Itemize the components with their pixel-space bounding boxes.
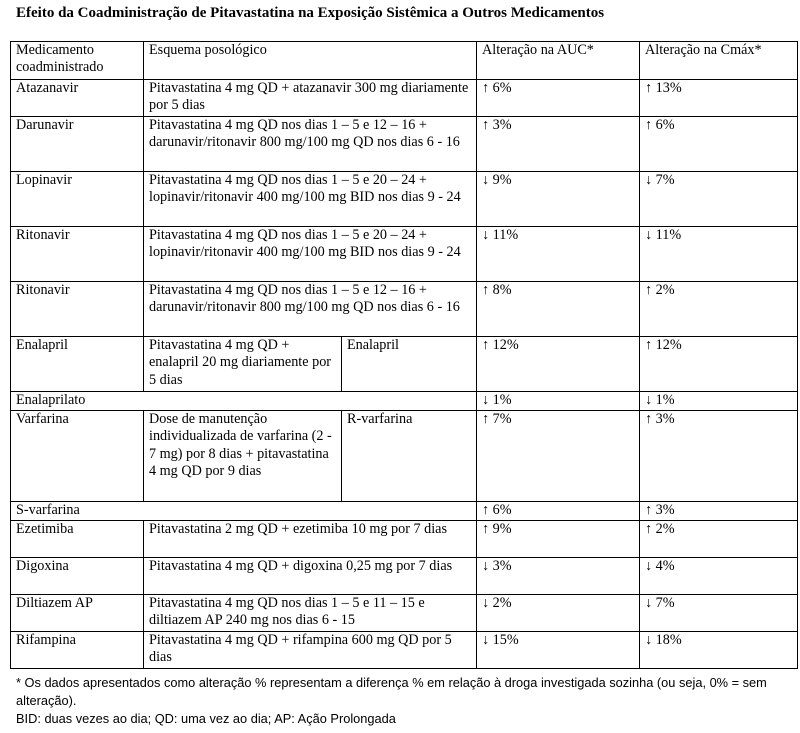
drug-cell: S-varfarina	[11, 502, 477, 521]
cmax-cell: ↓ 4%	[640, 558, 798, 595]
header-regimen: Esquema posológico	[144, 42, 477, 80]
drug-cell: Enalapril	[11, 337, 144, 392]
auc-cell: ↓ 1%	[477, 392, 640, 411]
regimen-cell: Pitavastatina 4 mg QD nos dias 1 – 5 e 20 – 24 + lopinavir/ritonavir 400 mg/100 mg BID nos dias 9 - 24	[144, 172, 477, 227]
cmax-cell: ↑ 3%	[640, 411, 798, 502]
table-header-row	[11, 42, 798, 80]
analyte-cell: Enalapril	[342, 337, 477, 392]
cmax-cell: ↑ 6%	[640, 117, 798, 172]
drug-cell: Darunavir	[11, 117, 144, 172]
cmax-cell: ↑ 13%	[640, 80, 798, 117]
regimen-cell: Pitavastatina 4 mg QD + digoxina 0,25 mg por 7 dias	[144, 558, 477, 595]
cmax-cell: ↓ 18%	[640, 632, 798, 669]
table-row	[11, 632, 798, 669]
header-auc: Alteração na AUC*	[477, 42, 640, 80]
table-row	[11, 282, 798, 337]
auc-cell: ↑ 6%	[477, 80, 640, 117]
analyte-cell: R-varfarina	[342, 411, 477, 502]
auc-cell: ↓ 9%	[477, 172, 640, 227]
auc-cell: ↑ 12%	[477, 337, 640, 392]
page-title: Efeito da Coadministração de Pitavastatina na Exposição Sistêmica a Outros Medicamentos	[16, 5, 605, 21]
drug-cell: Rifampina	[11, 632, 144, 669]
table-row	[11, 337, 798, 392]
drug-cell: Lopinavir	[11, 172, 144, 227]
table-row	[11, 392, 798, 411]
auc-cell: ↑ 3%	[477, 117, 640, 172]
drug-cell: Digoxina	[11, 558, 144, 595]
auc-cell: ↑ 9%	[477, 521, 640, 558]
cmax-cell: ↓ 1%	[640, 392, 798, 411]
auc-cell: ↓ 11%	[477, 227, 640, 282]
cmax-cell: ↓ 7%	[640, 595, 798, 632]
footnote-definition: * Os dados apresentados como alteração % representam a diferença % em relação à droga investigada sozinha (ou seja, 0% = sem alteração).	[16, 675, 767, 708]
regimen-cell: Pitavastatina 4 mg QD + rifampina 600 mg QD por 5 dias	[144, 632, 477, 669]
header-cmax: Alteração na Cmáx*	[640, 42, 798, 80]
drug-cell: Ritonavir	[11, 227, 144, 282]
drug-cell: Ezetimiba	[11, 521, 144, 558]
table-row	[11, 117, 798, 172]
auc-cell: ↑ 8%	[477, 282, 640, 337]
table-row	[11, 80, 798, 117]
auc-cell: ↓ 2%	[477, 595, 640, 632]
auc-cell: ↑ 6%	[477, 502, 640, 521]
drug-cell: Varfarina	[11, 411, 144, 502]
table-row	[11, 521, 798, 558]
regimen-cell: Pitavastatina 4 mg QD + atazanavir 300 mg diariamente por 5 dias	[144, 80, 477, 117]
cmax-cell: ↓ 11%	[640, 227, 798, 282]
drug-cell: Diltiazem AP	[11, 595, 144, 632]
footnote-abbreviations: BID: duas vezes ao dia; QD: uma vez ao dia; AP: Ação Prolongada	[16, 710, 396, 726]
table-row	[11, 558, 798, 595]
drug-cell: Enalaprilato	[11, 392, 477, 411]
drug-cell: Atazanavir	[11, 80, 144, 117]
footnotes	[16, 674, 796, 727]
interaction-table	[10, 41, 798, 669]
regimen-cell: Pitavastatina 4 mg QD nos dias 1 – 5 e 20 – 24 + lopinavir/ritonavir 400 mg/100 mg BID nos dias 9 - 24	[144, 227, 477, 282]
drug-cell: Ritonavir	[11, 282, 144, 337]
regimen-cell: Pitavastatina 4 mg QD nos dias 1 – 5 e 11 – 15 e diltiazem AP 240 mg nos dias 6 - 15	[144, 595, 477, 632]
table-row	[11, 595, 798, 632]
table-row	[11, 502, 798, 521]
auc-cell: ↑ 7%	[477, 411, 640, 502]
regimen-cell: Pitavastatina 2 mg QD + ezetimiba 10 mg por 7 dias	[144, 521, 477, 558]
auc-cell: ↓ 3%	[477, 558, 640, 595]
table-row	[11, 172, 798, 227]
table-row	[11, 411, 798, 502]
cmax-cell: ↑ 12%	[640, 337, 798, 392]
cmax-cell: ↑ 2%	[640, 521, 798, 558]
cmax-cell: ↑ 2%	[640, 282, 798, 337]
regimen-cell: Dose de manutenção individualizada de varfarina (2 - 7 mg) por 8 dias + pitavastatina 4 mg QD por 9 dias	[144, 411, 342, 502]
auc-cell: ↓ 15%	[477, 632, 640, 669]
regimen-cell: Pitavastatina 4 mg QD + enalapril 20 mg diariamente por 5 dias	[144, 337, 342, 392]
header-drug: Medicamento coadministrado	[11, 42, 144, 80]
cmax-cell: ↑ 3%	[640, 502, 798, 521]
regimen-cell: Pitavastatina 4 mg QD nos dias 1 – 5 e 12 – 16 + darunavir/ritonavir 800 mg/100 mg QD nos dias 6 - 16	[144, 117, 477, 172]
cmax-cell: ↓ 7%	[640, 172, 798, 227]
regimen-cell: Pitavastatina 4 mg QD nos dias 1 – 5 e 12 – 16 + darunavir/ritonavir 800 mg/100 mg QD nos dias 6 - 16	[144, 282, 477, 337]
table-row	[11, 227, 798, 282]
